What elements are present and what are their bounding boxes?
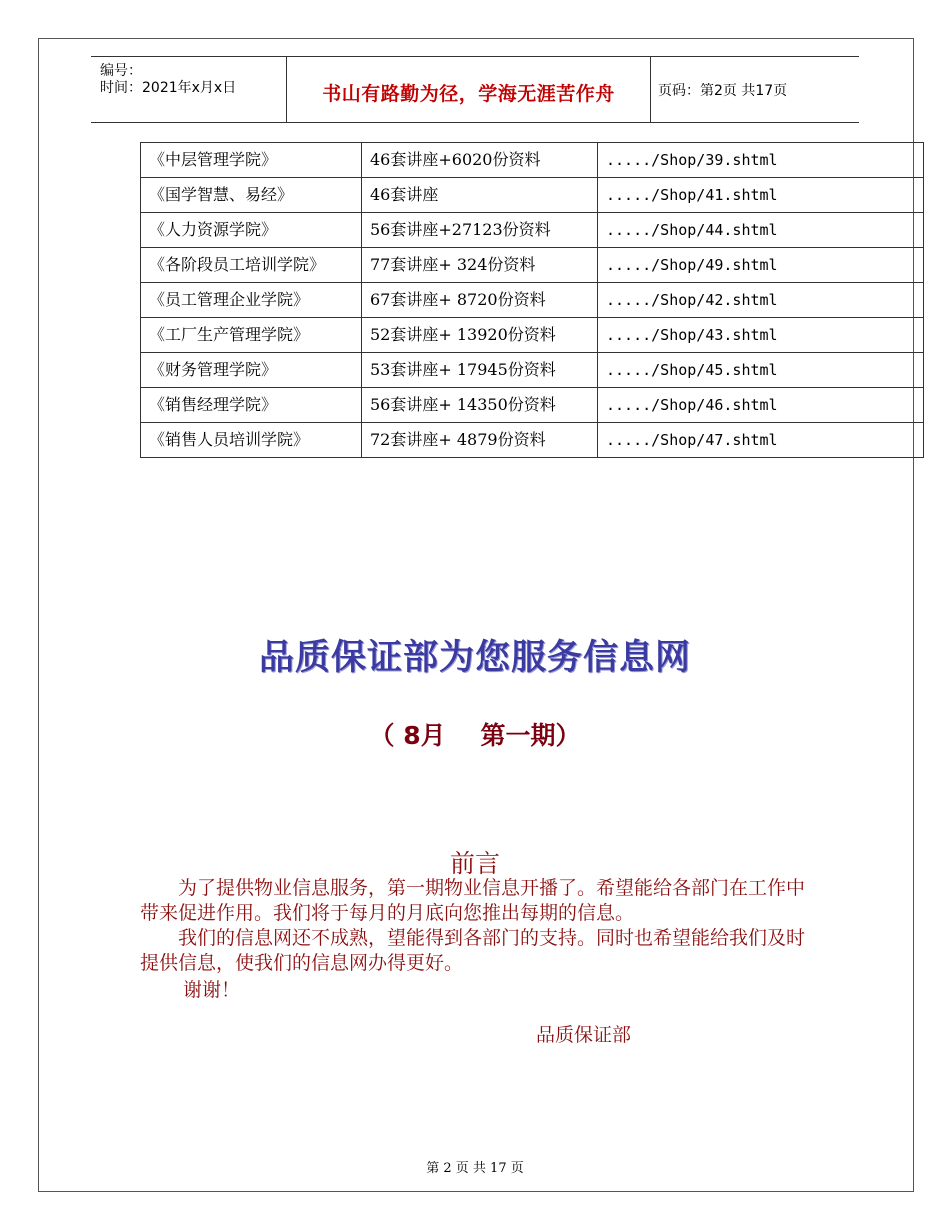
- preface-signature: 品质保证部: [536, 1024, 632, 1046]
- table-row: [141, 213, 924, 248]
- table-row: [141, 248, 924, 283]
- preface-paragraph-2: 我们的信息网还不成熟，望能得到各部门的支持。同时也希望能给我们及时提供信息，使我们的信息网办得更好。: [140, 927, 806, 974]
- table-row: [141, 353, 924, 388]
- course-name-cell: 《国学智慧、易经》: [141, 178, 362, 213]
- course-link-cell[interactable]: ...../Shop/44.shtml: [598, 213, 924, 248]
- course-content-cell: 72套讲座+ 4879份资料: [362, 423, 598, 458]
- course-name-cell: 《人力资源学院》: [141, 213, 362, 248]
- course-link-cell[interactable]: ...../Shop/42.shtml: [598, 283, 924, 318]
- header-motto-cell: [286, 57, 651, 122]
- course-link-cell[interactable]: ...../Shop/41.shtml: [598, 178, 924, 213]
- preface-paragraph-1: 为了提供物业信息服务，第一期物业信息开播了。希望能给各部门在工作中带来促进作用。我们将于每月的月底向您推出每期的信息。: [140, 877, 806, 924]
- course-name-cell: 《销售经理学院》: [141, 388, 362, 423]
- table-row: [141, 283, 924, 318]
- page-footer: 第 2 页 共 17 页: [426, 1161, 524, 1176]
- page-header: [91, 56, 859, 123]
- table-row: [141, 388, 924, 423]
- course-link-cell[interactable]: ...../Shop/49.shtml: [598, 248, 924, 283]
- number-label: 编号：: [100, 63, 142, 79]
- course-content-cell: 56套讲座+ 14350份资料: [362, 388, 598, 423]
- header-page-info: 页码：第2页 共17页: [658, 83, 788, 99]
- course-link-cell[interactable]: ...../Shop/43.shtml: [598, 318, 924, 353]
- issue-label: （ 8月 第一期）: [369, 721, 581, 750]
- page-title: 品质保证部为您服务信息网: [258, 638, 691, 678]
- course-link-cell[interactable]: ...../Shop/46.shtml: [598, 388, 924, 423]
- course-link-cell[interactable]: ...../Shop/39.shtml: [598, 143, 924, 178]
- preface-body: [140, 876, 816, 976]
- table-row: [141, 318, 924, 353]
- header-motto: 书山有路勤为径，学海无涯苦作舟: [322, 83, 615, 105]
- time-label: 时间：2021年x月x日: [100, 80, 237, 96]
- course-content-cell: 53套讲座+ 17945份资料: [362, 353, 598, 388]
- preface-thanks: 谢谢！: [183, 979, 241, 1001]
- table-row: [141, 178, 924, 213]
- course-name-cell: 《中层管理学院》: [141, 143, 362, 178]
- course-name-cell: 《销售人员培训学院》: [141, 423, 362, 458]
- course-content-cell: 56套讲座+27123份资料: [362, 213, 598, 248]
- table-row: [141, 423, 924, 458]
- course-content-cell: 46套讲座+6020份资料: [362, 143, 598, 178]
- header-left-cell: [91, 57, 286, 122]
- course-link-cell[interactable]: ...../Shop/47.shtml: [598, 423, 924, 458]
- header-page-cell: [650, 57, 859, 122]
- course-content-cell: 46套讲座: [362, 178, 598, 213]
- resource-table: [140, 142, 924, 458]
- course-content-cell: 52套讲座+ 13920份资料: [362, 318, 598, 353]
- course-name-cell: 《工厂生产管理学院》: [141, 318, 362, 353]
- course-content-cell: 67套讲座+ 8720份资料: [362, 283, 598, 318]
- course-link-cell[interactable]: ...../Shop/45.shtml: [598, 353, 924, 388]
- preface-heading: 前言: [449, 849, 500, 878]
- table-row: [141, 143, 924, 178]
- course-content-cell: 77套讲座+ 324份资料: [362, 248, 598, 283]
- course-name-cell: 《各阶段员工培训学院》: [141, 248, 362, 283]
- course-name-cell: 《财务管理学院》: [141, 353, 362, 388]
- course-name-cell: 《员工管理企业学院》: [141, 283, 362, 318]
